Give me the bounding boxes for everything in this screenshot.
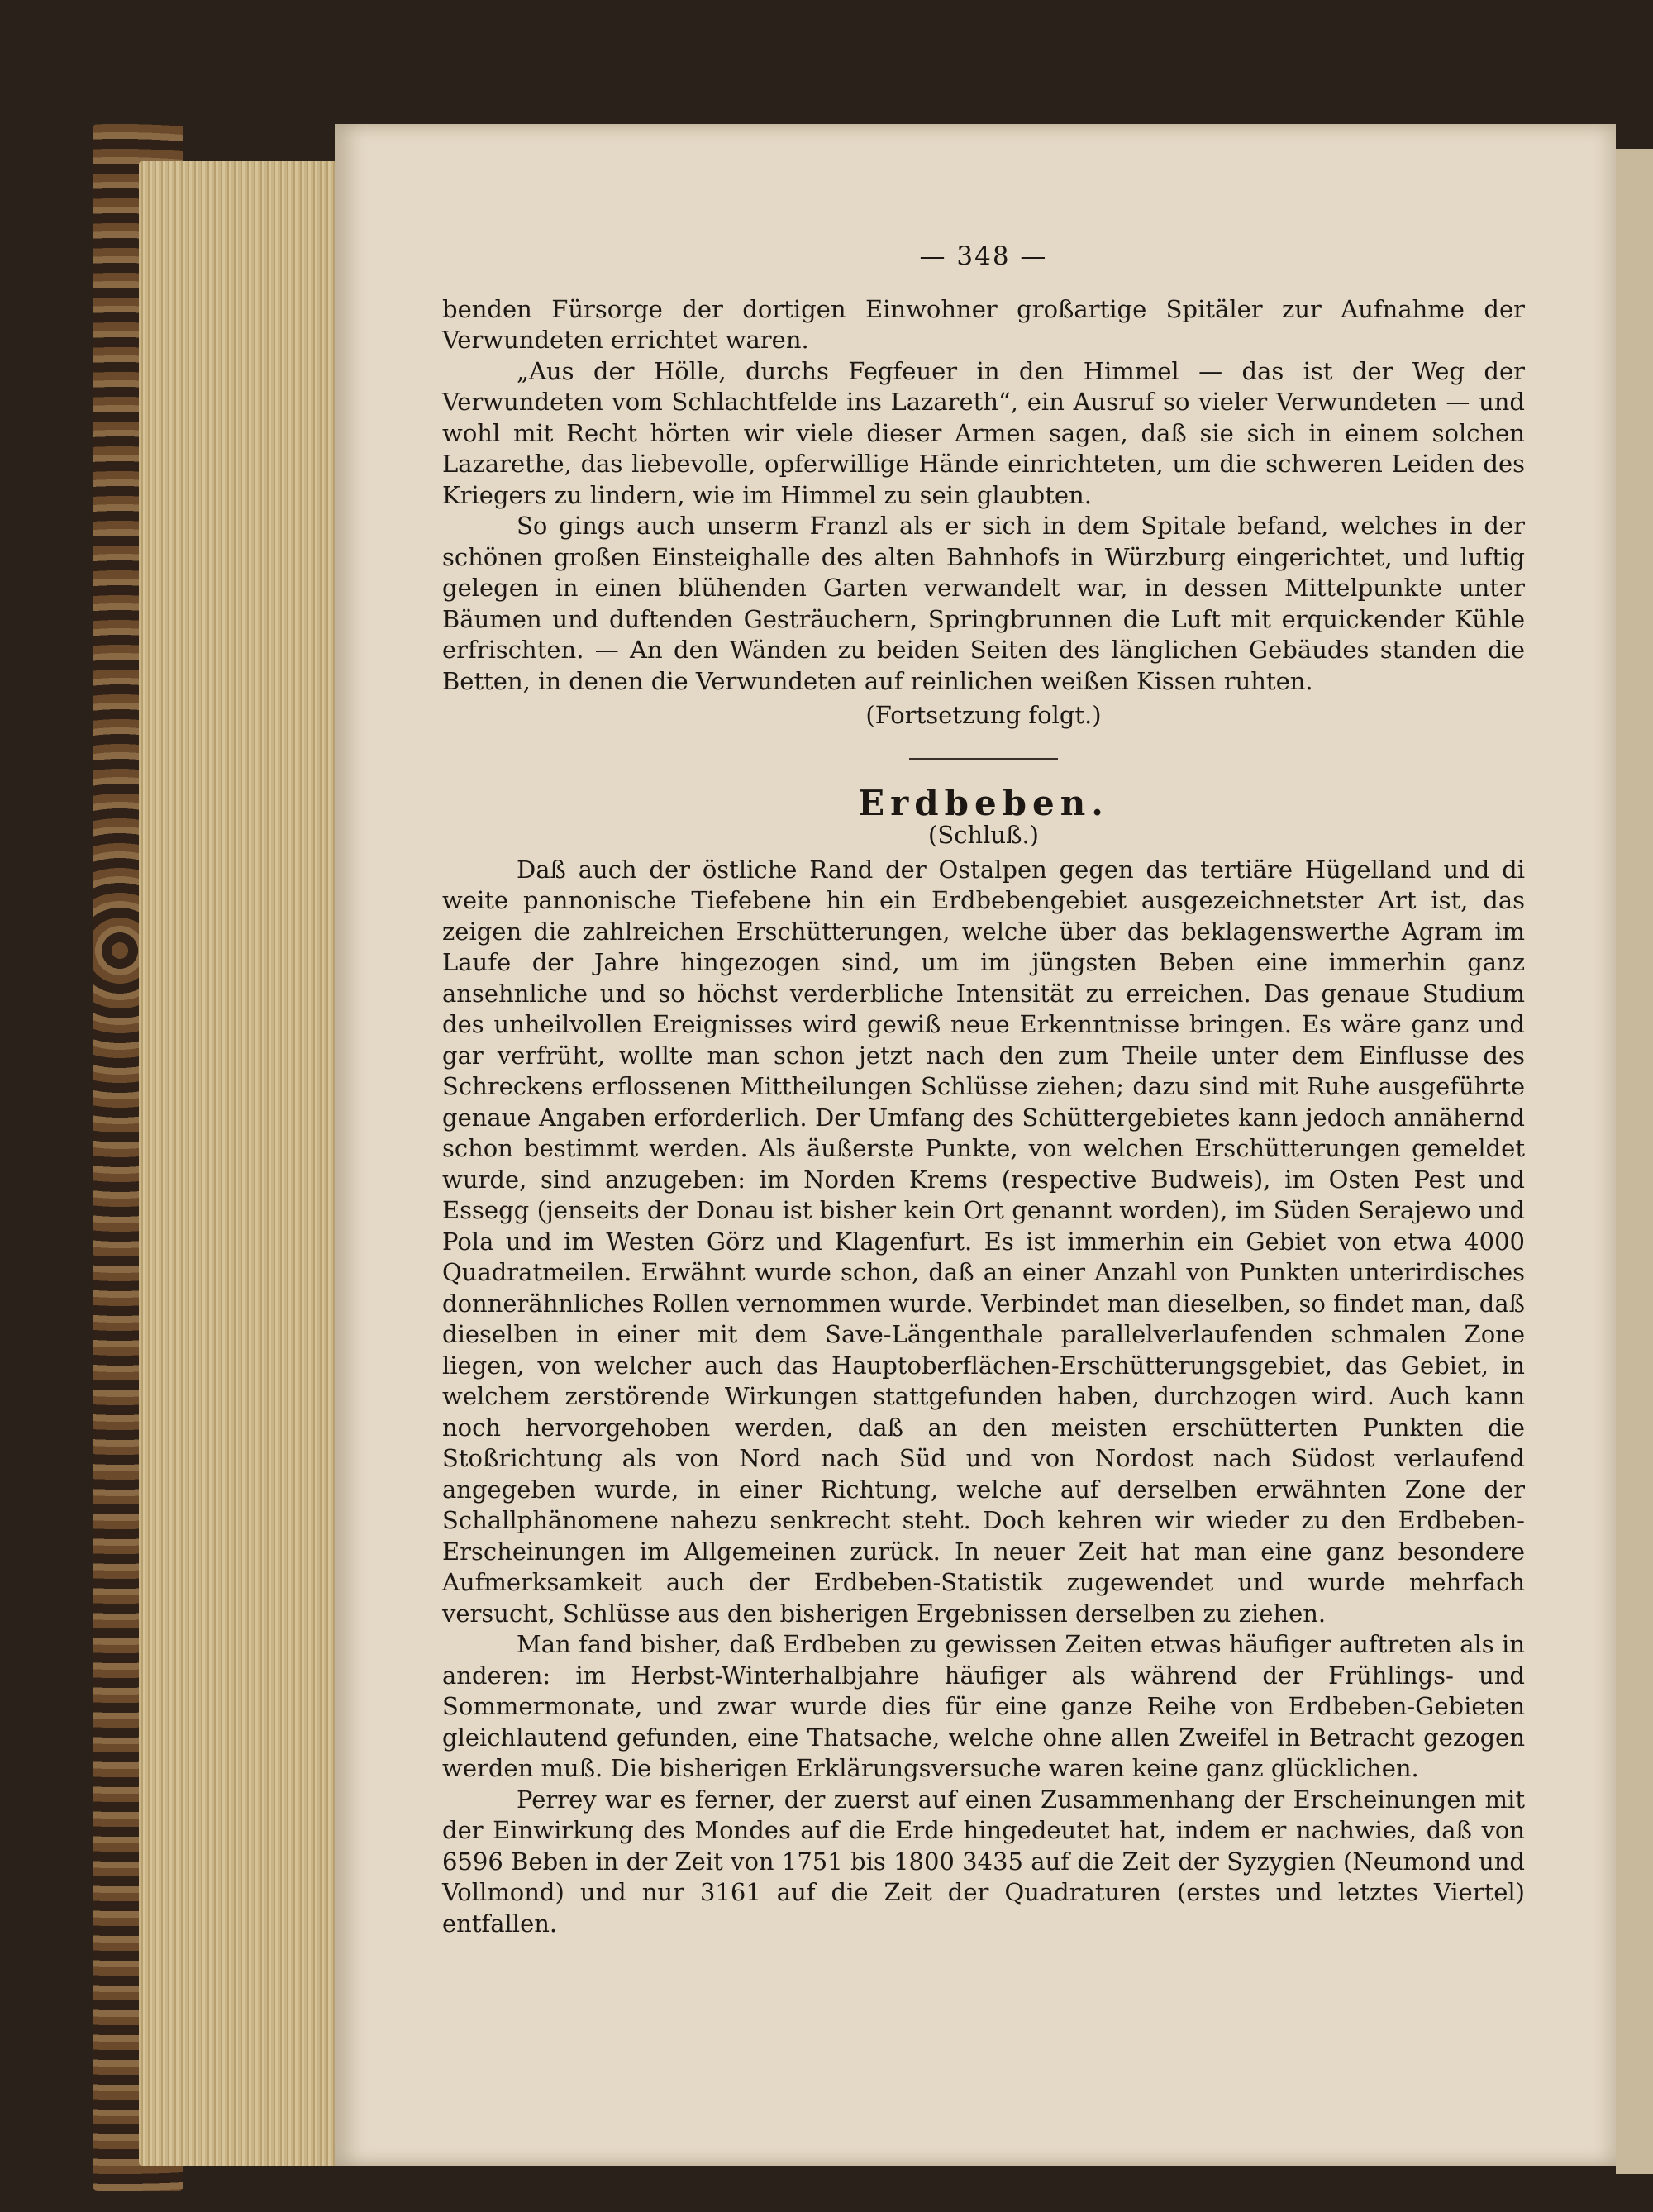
article-subtitle: (Schluß.) — [928, 821, 1039, 849]
page-number: — 348 — — [919, 241, 1048, 271]
paragraph: benden Fürsorge der dortigen Einwohner großartige Spitäler zur Aufnahme der Verwundeten errichtet waren. — [442, 294, 1525, 354]
paragraph: Perrey war es ferner, der zuerst auf einen Zusammenhang der Erscheinungen mit der Einwirkung des Mondes auf die Erde hingedeutet hat, indem er nachwies, daß von 6596 Beben in der Zeit von 1751 bis 1800 3435 auf die Zeit der Syzygien (Neumond und Vollmond) und nur 3161 auf die Zeit der Quadraturen (erstes und letztes Viertel) entfallen. — [442, 1785, 1525, 1938]
paragraph: Daß auch der östliche Rand der Ostalpen gegen das tertiäre Hügelland und di weite pannonische Tiefebene hin ein Erdbebengebiet ausgezeichnetster Art ist, das zeigen die zahlreichen Erschütterungen, welche über das beklagenswerthe Agram im Laufe der Jahre hingezogen sind, um im jüngsten Beben eine immerhin ganz ansehnliche und so höchst verderbliche Intensität zu erreichen. Das genaue Studium des unheilvollen Ereignisses wird gewiß neue Erkenntnisse bringen. Es wäre ganz und gar verfrüht, wollte man schon jetzt nach den zum Theile unter dem Einflusse des Schreckens erflossenen Mittheilungen Schlüsse ziehen; dazu sind mit Ruhe ausgeführte genaue Angaben erforderlich. Der Umfang des Schüttergebietes kann jedoch annähernd schon bestimmt werden. Als äußerste Punkte, von welchen Erschütterungen gemeldet wurde, sind anzugeben: im Norden Krems (respective Budweis), im Osten Pest und Essegg (jenseits der Donau ist bisher kein Ort genannt worden), im Süden Serajewo und Pola und im Westen Görz und Klagenfurt. Es ist immerhin ein Gebiet von etwa 4000 Quadratmeilen. Erwähnt wurde schon, daß an einer Anzahl von Punkten unterirdisches donnerähnliches Rollen vernommen wurde. Verbindet man dieselben, so findet man, daß dieselben in einer mit dem Save-Längenthale parallelverlaufenden schmalen Zone liegen, von welcher auch das Hauptoberflächen-Erschütterungsgebiet, das Gebiet, in welchem zerstörende Wirkungen stattgefunden haben, durchzogen wird. Auch kann noch hervorgehoben werden, daß an den meisten erschütterten Punkten die Stoßrichtung als von Nord nach Süd und von Nordost nach Südost verlaufend angegeben wurde, in einer Richtung, welche auf derselben erwähnten Zone der Schallphänomene nahezu senkrecht steht. Doch kehren wir wieder zu den Erdbeben-Erscheinungen im Allgemeinen zurück. In neuer Zeit hat man eine ganz besondere Aufmerksamkeit auch der Erdbeben-Statistik zugewendet und wurde mehrfach versucht, Schlüsse aus den bisherigen Ergebnissen derselben zu ziehen. — [442, 855, 1525, 1628]
page-text — [442, 241, 1525, 1939]
page-block-edges — [139, 161, 341, 2166]
article-title: Erdbeben. — [858, 782, 1109, 823]
continuation-note: (Fortsetzung folgt.) — [865, 701, 1102, 729]
section-divider — [909, 758, 1058, 760]
paragraph: So gings auch unserm Franzl als er sich in dem Spitale befand, welches in der schönen großen Einsteighalle des alten Bahnhofs in Würzburg eingerichtet, und luftig gelegen in einen blühenden Garten verwandelt war, in dessen Mittelpunkte unter Bäumen und duftenden Gesträuchern, Springbrunnen die Luft mit erquickender Kühle erfrischten. — An den Wänden zu beiden Seiten des länglichen Gebäudes standen die Betten, in denen die Verwundeten auf reinlichen weißen Kissen ruhten. — [442, 512, 1525, 695]
paragraph: Man fand bisher, daß Erdbeben zu gewissen Zeiten etwas häufiger auftreten als in anderen: im Herbst-Winterhalbjahre häufiger als während der Frühlings- und Sommermonate, und zwar wurde dies für eine ganze Reihe von Erdbeben-Gebieten gleichlautend gefunden, eine Thatsache, welche ohne allen Zweifel in Betracht gezogen werden muß. Die bisherigen Erklärungsversuche waren keine ganz glücklichen. — [442, 1630, 1525, 1782]
facing-page-edge — [1616, 149, 1653, 2174]
paragraph: „Aus der Hölle, durchs Fegfeuer in den Himmel — das ist der Weg der Verwundeten vom Schlachtfelde ins Lazareth“, ein Ausruf so vieler Verwundeten — und wohl mit Recht hörten wir viele dieser Armen sagen, daß sie sich in einem solchen Lazarethe, das liebevolle, opferwillige Hände einrichteten, um die schweren Leiden des Kriegers zu lindern, wie im Himmel zu sein glaubten. — [442, 356, 1525, 509]
